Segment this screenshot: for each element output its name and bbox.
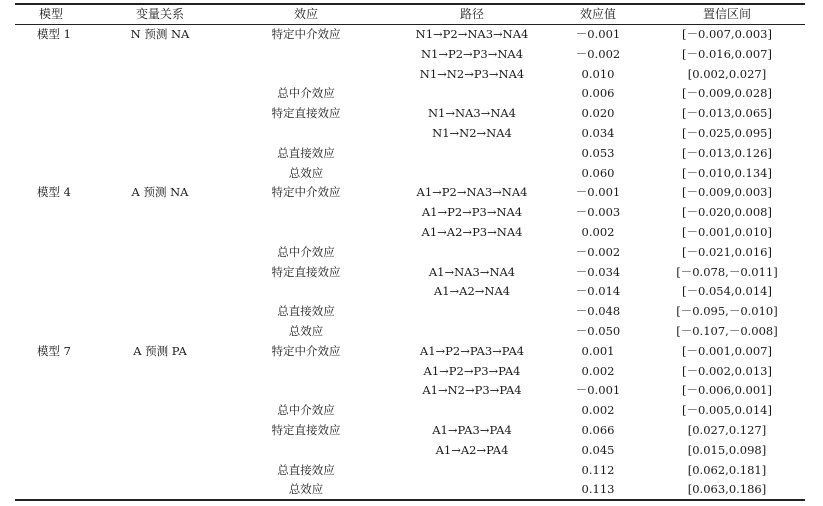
effect-cell: 特定直接效应 [271, 106, 341, 121]
ci-cell: [－0.009,0.028] [682, 86, 772, 101]
effect-cell: 总直接效应 [277, 304, 335, 319]
effect-value-cell: 0.002 [581, 403, 615, 418]
effect-cell: 特定中介效应 [271, 343, 341, 358]
effect-value-cell: 0.034 [581, 126, 615, 140]
top-rule [15, 3, 805, 5]
effect-value-cell: －0.014 [575, 284, 621, 299]
ci-cell: [0.062,0.181] [687, 462, 767, 477]
effect-cell: 特定中介效应 [271, 27, 341, 41]
path-cell: A1→N2→P3→PA4 [422, 383, 522, 398]
effect-value-cell: 0.020 [581, 106, 615, 121]
path-cell: A1→P2→PA3→PA4 [419, 343, 525, 358]
header-path: 路径 [459, 7, 485, 21]
effect-value-cell: 0.010 [581, 66, 615, 81]
effect-value-cell: －0.050 [575, 324, 621, 338]
model-cell: 模型 1 [37, 27, 71, 41]
effect-value-cell: －0.003 [575, 205, 621, 220]
ci-cell: [－0.006,0.001] [682, 383, 772, 398]
ci-cell: [－0.013,0.126] [682, 145, 772, 160]
path-cell: A1→A2→P3→NA4 [421, 225, 523, 239]
effect-cell: 特定直接效应 [271, 264, 341, 279]
effect-cell: 总中介效应 [277, 86, 335, 101]
effect-cell: 特定直接效应 [271, 423, 341, 437]
ci-cell: [－0.002,0.013] [682, 363, 772, 378]
bottom-rule [15, 499, 805, 501]
path-cell: A1→A2→NA4 [433, 284, 511, 299]
ci-cell: [－0.013,0.065] [682, 106, 772, 121]
effect-value-cell: 0.053 [581, 145, 615, 160]
effect-value-cell: 0.112 [581, 462, 615, 477]
effect-cell: 总效应 [288, 165, 324, 180]
effect-cell: 总中介效应 [277, 244, 335, 259]
effect-cell: 总效应 [288, 324, 324, 338]
ci-cell: [0.063,0.186] [687, 482, 767, 497]
ci-cell: [－0.001,0.010] [682, 225, 772, 239]
effect-value-cell: －0.001 [575, 27, 621, 41]
path-cell: A1→NA3→NA4 [428, 264, 516, 279]
path-cell: N1→NA3→NA4 [427, 106, 517, 121]
effect-cell: 总中介效应 [277, 403, 335, 418]
effect-value-cell: －0.048 [575, 304, 621, 319]
effect-value-cell: 0.045 [581, 442, 615, 457]
effect-value-cell: －0.002 [575, 46, 621, 61]
ci-cell: [－0.054,0.014] [682, 284, 772, 299]
relation-cell: A 预测 NA [131, 185, 189, 200]
ci-cell: [－0.020,0.008] [682, 205, 772, 220]
header-model: 模型 [39, 7, 64, 21]
effect-value-cell: 0.066 [581, 423, 615, 437]
ci-cell: [－0.005,0.014] [682, 403, 772, 418]
relation-cell: A 预测 PA [133, 343, 187, 358]
path-cell: N1→N2→NA4 [432, 126, 512, 140]
ci-cell: [－0.016,0.007] [682, 46, 772, 61]
ci-cell: [0.027,0.127] [687, 423, 767, 437]
ci-cell: [－0.010,0.134] [682, 165, 772, 180]
relation-cell: N 预测 NA [130, 27, 190, 41]
header-rule [15, 24, 805, 25]
ci-cell: [－0.001,0.007] [682, 343, 772, 358]
ci-cell: [－0.025,0.095] [682, 126, 772, 140]
effect-value-cell: 0.001 [581, 343, 615, 358]
path-cell: A1→P2→P3→NA4 [421, 205, 523, 220]
ci-cell: [－0.078,－0.011] [676, 264, 778, 279]
effect-value-cell: －0.001 [575, 185, 621, 200]
path-cell: A1→P2→NA3→NA4 [416, 185, 528, 200]
effect-value-cell: 0.006 [581, 86, 615, 101]
effect-cell: 总效应 [288, 482, 324, 497]
header-confidence-interval: 置信区间 [702, 7, 752, 21]
effect-value-cell: －0.002 [575, 244, 621, 259]
effect-cell: 总直接效应 [277, 462, 335, 477]
path-cell: N1→P2→NA3→NA4 [415, 27, 529, 41]
effect-cell: 总直接效应 [277, 145, 335, 160]
effect-value-cell: 0.113 [581, 482, 615, 497]
ci-cell: [0.002,0.027] [687, 66, 767, 81]
effect-value-cell: －0.001 [575, 383, 621, 398]
effect-cell: 特定中介效应 [271, 185, 341, 200]
ci-cell: [－0.021,0.016] [682, 244, 772, 259]
effect-value-cell: 0.002 [581, 225, 615, 239]
path-cell: A1→PA3→PA4 [432, 423, 512, 437]
ci-cell: [－0.107,－0.008] [676, 324, 778, 338]
ci-cell: [－0.009,0.003] [682, 185, 772, 200]
header-relation: 变量关系 [135, 7, 185, 21]
ci-cell: [－0.095,－0.010] [676, 304, 778, 319]
path-cell: A1→A2→PA4 [435, 442, 509, 457]
header-effect-value: 效应值 [579, 7, 617, 21]
model-cell: 模型 4 [37, 185, 71, 200]
header-effect: 效应 [293, 7, 319, 21]
model-cell: 模型 7 [37, 343, 71, 358]
path-cell: N1→N2→P3→NA4 [419, 66, 525, 81]
effect-value-cell: 0.002 [581, 363, 615, 378]
effect-value-cell: －0.034 [575, 264, 621, 279]
ci-cell: [0.015,0.098] [687, 442, 767, 457]
effect-value-cell: 0.060 [581, 165, 615, 180]
path-cell: N1→P2→P3→NA4 [420, 46, 524, 61]
path-cell: A1→P2→P3→PA4 [423, 363, 521, 378]
ci-cell: [－0.007,0.003] [682, 27, 772, 41]
